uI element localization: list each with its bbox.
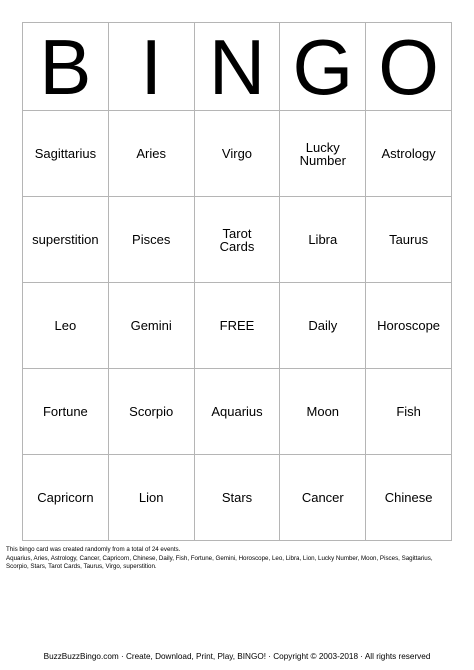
bingo-row-3 <box>23 283 452 369</box>
bingo-cell: Pisces <box>108 197 194 283</box>
header-letter-b: B <box>23 23 109 111</box>
bingo-cell: superstition <box>23 197 109 283</box>
bingo-cell: Fish <box>366 369 452 455</box>
card-generation-note <box>6 546 468 572</box>
bingo-cell: Aries <box>108 111 194 197</box>
bingo-cell: Virgo <box>194 111 280 197</box>
bingo-cell: Scorpio <box>108 369 194 455</box>
header-letter-n: N <box>194 23 280 111</box>
bingo-row-1 <box>23 111 452 197</box>
copyright-footer: BuzzBuzzBingo.com · Create, Download, Print, Play, BINGO! · Copyright © 2003-2018 · All rights reserved <box>43 652 431 661</box>
bingo-cell: Astrology <box>366 111 452 197</box>
bingo-cell: Gemini <box>108 283 194 369</box>
bingo-cell: Sagittarius <box>23 111 109 197</box>
bingo-header-row <box>23 23 452 111</box>
bingo-cell: Libra <box>280 197 366 283</box>
bingo-cell: Moon <box>280 369 366 455</box>
note-summary: This bingo card was created randomly from a total of 24 events. <box>6 546 181 553</box>
bingo-row-2 <box>23 197 452 283</box>
note-events-list-continued: Scorpio, Stars, Tarot Cards, Taurus, Virgo, superstition. <box>6 563 157 571</box>
bingo-cell: Capricorn <box>23 455 109 541</box>
header-letter-g: G <box>280 23 366 111</box>
bingo-cell: Leo <box>23 283 109 369</box>
note-events-list: Aquarius, Aries, Astrology, Cancer, Capricorn, Chinese, Daily, Fish, Fortune, Gemini, Horoscope, Leo, Libra, Lion, Lucky Number, Moon, Pisces, Sagittarius, <box>6 554 433 562</box>
bingo-cell: Aquarius <box>194 369 280 455</box>
header-letter-i: I <box>108 23 194 111</box>
bingo-cell: Lucky Number <box>280 111 366 197</box>
bingo-row-4 <box>23 369 452 455</box>
bingo-cell: Cancer <box>280 455 366 541</box>
bingo-cell: Taurus <box>366 197 452 283</box>
bingo-cell: Chinese <box>366 455 452 541</box>
free-space-cell: FREE <box>194 283 280 369</box>
bingo-cell: Fortune <box>23 369 109 455</box>
header-letter-o: O <box>366 23 452 111</box>
bingo-cell: Daily <box>280 283 366 369</box>
bingo-cell: Stars <box>194 455 280 541</box>
bingo-row-5 <box>23 455 452 541</box>
bingo-cell: Horoscope <box>366 283 452 369</box>
bingo-cell: Lion <box>108 455 194 541</box>
bingo-grid <box>22 22 452 541</box>
bingo-card <box>22 22 452 538</box>
bingo-cell: Tarot Cards <box>194 197 280 283</box>
